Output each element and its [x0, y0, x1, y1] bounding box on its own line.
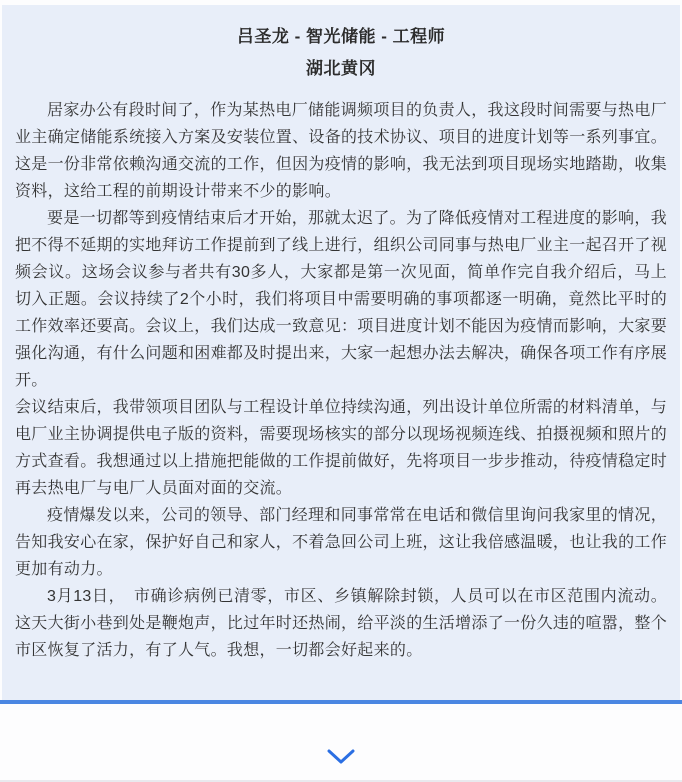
article-card	[2, 5, 680, 700]
article-body	[15, 97, 667, 664]
author-location: 湖北黄冈	[306, 59, 376, 78]
article-header	[15, 22, 667, 84]
paragraph-4: 疫情爆发以来，公司的领导、部门经理和同事常常在电话和微信里询问我家里的情况，告知我安心在家，保护好自己和家人，不着急回公司上班，这让我倍感温暖，也让我的工作更加有动力。	[15, 507, 668, 578]
expand-button[interactable]	[326, 748, 356, 766]
expand-section	[0, 704, 682, 782]
paragraph-5: 3月13日， 市确诊病例已清零，市区、乡镇解除封锁，人员可以在市区范围内流动。这天大街小巷到处是鞭炮声，比过年时还热闹，给平淡的生活增添了一份久违的喧嚣，整个市区恢复了活力，有了人气。我想，一切都会好起来的。	[15, 588, 668, 659]
paragraph-2: 要是一切都等到疫情结束后才开始，那就太迟了。为了降低疫情对工程进度的影响，我把不得不延期的实地拜访工作提前到了线上进行，组织公司同事与热电厂业主一起召开了视频会议。这场会议参与者共有30多人，大家都是第一次见面，简单作完自我介绍后，马上切入正题。会议持续了2个小时，我们将项目中需要明确的事项都逐一明确，竟然比平时的工作效率还要高。会议上，我们达成一致意见：项目进度计划不能因为疫情而影响，大家要强化沟通，有什么问题和困难都及时提出来，大家一起想办法去解决，确保各项工作有序展开。	[15, 210, 668, 389]
chevron-down-icon	[326, 748, 356, 766]
paragraph-1: 居家办公有段时间了，作为某热电厂储能调频项目的负责人，我这段时间需要与热电厂业主确定储能系统接入方案及安装位置、设备的技术协议、项目的进度计划等一系列事宜。这是一份非常依赖沟通交流的工作，但因为疫情的影响，我无法到项目现场实地踏勘，收集资料，这给工程的前期设计带来不少的影响。	[15, 102, 668, 200]
paragraph-3: 会议结束后，我带领项目团队与工程设计单位持续沟通，列出设计单位所需的材料清单，与电厂业主协调提供电子版的资料，需要现场核实的部分以现场视频连线、拍摄视频和照片的方式查看。我想通过以上措施把能做的工作提前做好，先将项目一步步推动，待疫情稳定时再去热电厂与电厂人员面对面的交流。	[15, 399, 668, 497]
author-title: 吕圣龙 - 智光储能 - 工程师	[236, 27, 446, 46]
